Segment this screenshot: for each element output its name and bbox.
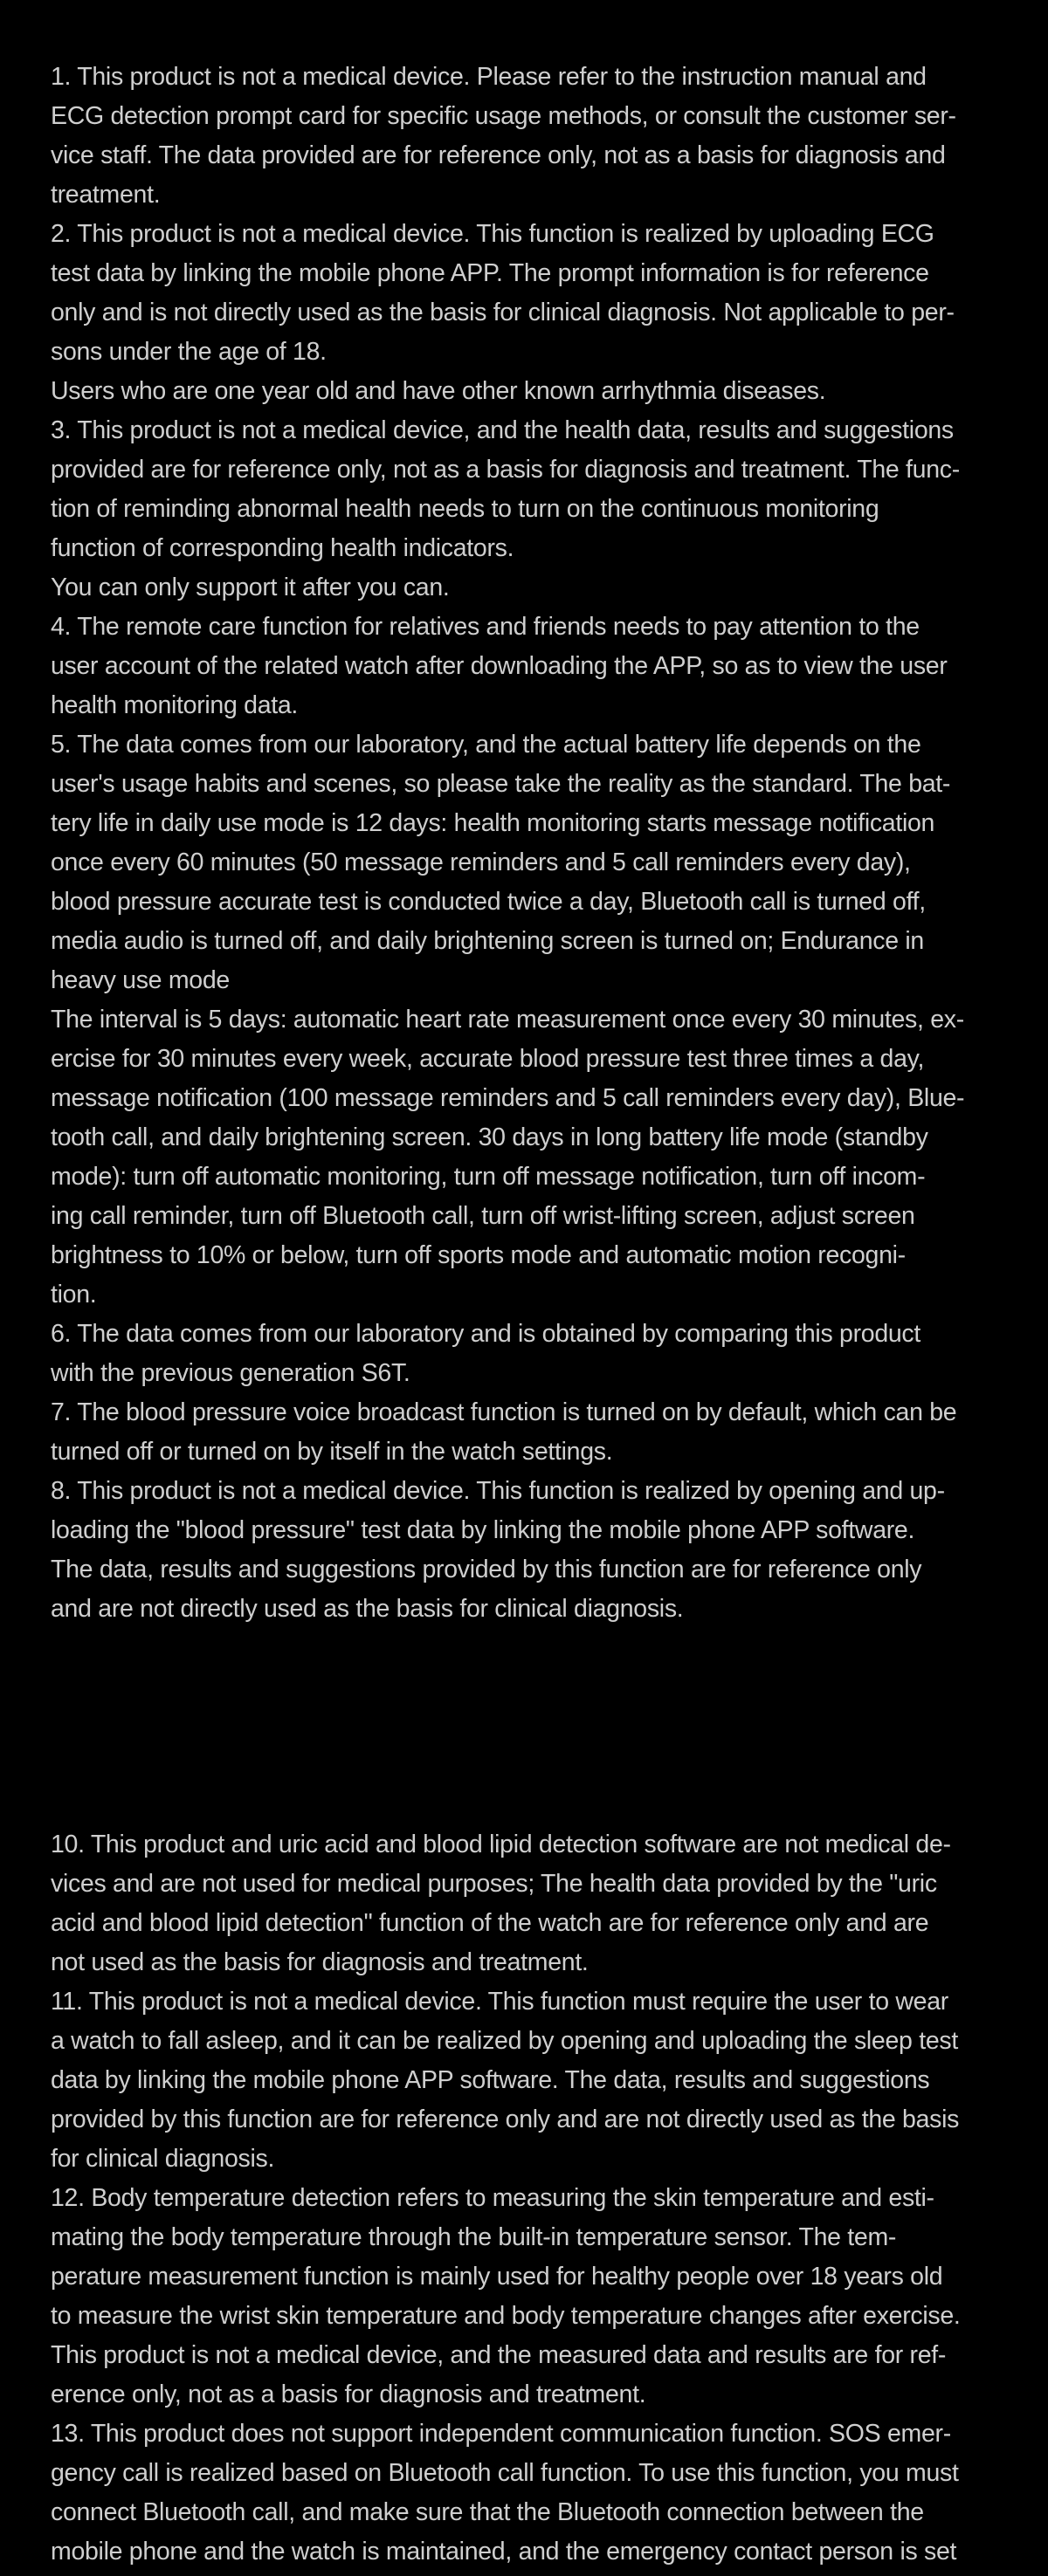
text-line: for clinical diagnosis. <box>51 2145 275 2173</box>
text-line: 1. This product is not a medical device. Please refer to the instruction manual and <box>51 63 927 91</box>
text-line: mode): turn off automatic monitoring, turn off message notification, turn off incom- <box>51 1163 926 1191</box>
text-line: The interval is 5 days: automatic heart rate measurement once every 30 minutes, ex- <box>51 1006 964 1034</box>
text-line: to measure the wrist skin temperature and body temperature changes after exercise. <box>51 2302 961 2330</box>
text-line: You can only support it after you can. <box>51 574 450 601</box>
text-line: health monitoring data. <box>51 691 299 719</box>
text-line: ECG detection prompt card for specific usage methods, or consult the customer ser- <box>51 102 956 130</box>
text-line: and are not directly used as the basis for clinical diagnosis. <box>51 1595 684 1623</box>
text-line: 6. The data comes from our laboratory and is obtained by comparing this product <box>51 1320 920 1348</box>
text-line: sons under the age of 18. <box>51 338 327 366</box>
text-line: brightness to 10% or below, turn off sports mode and automatic motion recogni- <box>51 1241 906 1269</box>
text-line: gency call is realized based on Bluetooth call function. To use this function, you must <box>51 2459 959 2487</box>
text-line: 8. This product is not a medical device. This function is realized by opening and up- <box>51 1477 945 1505</box>
text-line: vices and are not used for medical purposes; The health data provided by the "uric <box>51 1870 937 1898</box>
disclaimer-notes-10-to-13 <box>51 1825 1003 2572</box>
text-line: connect Bluetooth call, and make sure that the Bluetooth connection between the <box>51 2498 924 2526</box>
text-line: 10. This product and uric acid and blood lipid detection software are not medical de- <box>51 1831 951 1858</box>
text-line: tery life in daily use mode is 12 days: health monitoring starts message notification <box>51 809 935 837</box>
text-line: This product is not a medical device, and the measured data and results are for ref- <box>51 2341 947 2369</box>
text-line: user's usage habits and scenes, so please take the reality as the standard. The bat- <box>51 770 951 798</box>
text-line: ercise for 30 minutes every week, accurate blood pressure test three times a day, <box>51 1045 925 1073</box>
text-line: provided are for reference only, not as a basis for diagnosis and treatment. The func- <box>51 456 960 484</box>
text-line: heavy use mode <box>51 966 230 994</box>
text-line: mobile phone and the watch is maintained, and the emergency contact person is set <box>51 2538 957 2566</box>
text-line: Users who are one year old and have other known arrhythmia diseases. <box>51 377 826 405</box>
text-line: 5. The data comes from our laboratory, and the actual battery life depends on the <box>51 731 921 759</box>
text-line: user account of the related watch after downloading the APP, so as to view the user <box>51 652 948 680</box>
text-line: message notification (100 message reminders and 5 call reminders every day), Blue- <box>51 1084 965 1112</box>
text-line: tion of reminding abnormal health needs to turn on the continuous monitoring <box>51 495 879 523</box>
text-line: only and is not directly used as the basis for clinical diagnosis. Not applicable to per- <box>51 299 955 326</box>
text-line: function of corresponding health indicators. <box>51 534 514 562</box>
section-spacer <box>51 1629 1003 1825</box>
text-line: provided by this function are for reference only and are not directly used as the basis <box>51 2105 960 2133</box>
text-line: loading the "blood pressure" test data by linking the mobile phone APP software. <box>51 1516 915 1544</box>
text-line: blood pressure accurate test is conducted twice a day, Bluetooth call is turned off, <box>51 888 926 916</box>
text-line: turned off or turned on by itself in the watch settings. <box>51 1438 613 1466</box>
text-line: The data, results and suggestions provided by this function are for reference only <box>51 1556 922 1583</box>
text-line: 7. The blood pressure voice broadcast function is turned on by default, which can be <box>51 1398 957 1426</box>
text-line: a watch to fall asleep, and it can be realized by opening and uploading the sleep test <box>51 2027 958 2055</box>
text-line: 11. This product is not a medical device. This function must require the user to wear <box>51 1988 948 2016</box>
disclaimer-document <box>51 58 1003 2572</box>
disclaimer-notes-1-to-8 <box>51 58 1003 1629</box>
text-line: ing call reminder, turn off Bluetooth call, turn off wrist-lifting screen, adjust screen <box>51 1202 915 1230</box>
text-line: data by linking the mobile phone APP software. The data, results and suggestions <box>51 2066 930 2094</box>
text-line: tooth call, and daily brightening screen. 30 days in long battery life mode (standby <box>51 1123 928 1151</box>
text-line: erence only, not as a basis for diagnosis and treatment. <box>51 2380 646 2408</box>
text-line: 3. This product is not a medical device, and the health data, results and suggestions <box>51 416 954 444</box>
text-line: treatment. <box>51 181 161 209</box>
text-line: not used as the basis for diagnosis and treatment. <box>51 1948 589 1976</box>
text-line: 2. This product is not a medical device. This function is realized by uploading ECG <box>51 220 934 248</box>
text-line: media audio is turned off, and daily brightening screen is turned on; Endurance in <box>51 927 924 955</box>
text-line: 12. Body temperature detection refers to measuring the skin temperature and esti- <box>51 2184 934 2212</box>
text-line: vice staff. The data provided are for reference only, not as a basis for diagnosis and <box>51 141 946 169</box>
text-line: 4. The remote care function for relatives and friends needs to pay attention to the <box>51 613 920 641</box>
text-line: 13. This product does not support independent communication function. SOS emer- <box>51 2420 951 2448</box>
text-line: test data by linking the mobile phone APP. The prompt information is for reference <box>51 259 929 287</box>
text-line: once every 60 minutes (50 message reminders and 5 call reminders every day), <box>51 848 911 876</box>
text-line: tion. <box>51 1281 97 1309</box>
text-line: with the previous generation S6T. <box>51 1359 410 1387</box>
text-line: perature measurement function is mainly used for healthy people over 18 years old <box>51 2263 943 2291</box>
text-line: acid and blood lipid detection" function of the watch are for reference only and are <box>51 1909 929 1937</box>
text-line: mating the body temperature through the built-in temperature sensor. The tem- <box>51 2223 897 2251</box>
